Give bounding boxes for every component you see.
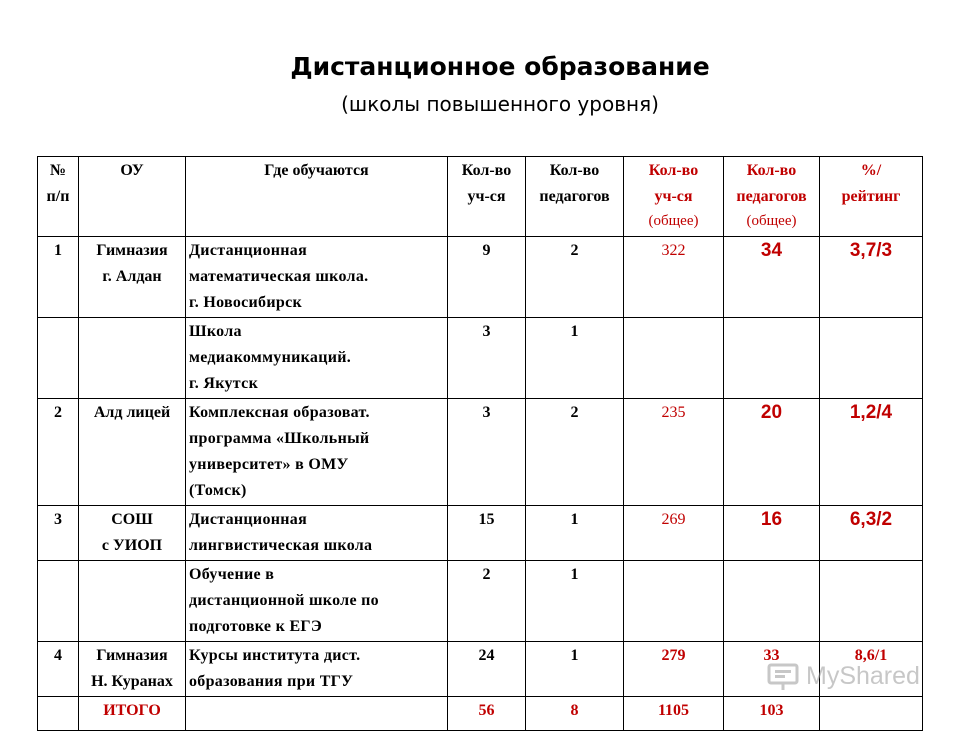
row-teachers: 1 [526,318,624,399]
row-no: 4 [38,642,79,697]
row-rating: 3,7/3 [820,237,923,318]
table-row [38,237,923,318]
col-teachers-total-line3: (общее) [746,213,797,229]
col-students-total-line2: уч-ся [654,188,693,205]
watermark-text: MyShared [806,661,920,690]
row-oy-line: Гимназия [96,647,168,664]
total-teachers-total: 103 [724,697,820,731]
row-where-line: г. Якутск [189,375,259,392]
total-label: ИТОГО [79,697,186,731]
row-teachers-total: 20 [724,399,820,506]
col-rating-line1: %/ [860,162,882,179]
col-no [38,157,79,237]
row-oy [79,506,186,561]
row-where-line: Обучение в [189,566,275,583]
row-oy-line: Н. Куранах [91,673,173,690]
row-where [186,399,448,506]
row-where-line: г. Новосибирск [189,294,302,311]
total-students: 56 [448,697,526,731]
row-oy-line: Алд лицей [93,404,171,421]
col-teachers-total-line1: Кол-во [746,162,797,179]
row-where-line: лингвистическая школа [189,537,373,554]
col-oy: ОУ [79,157,186,237]
row-where [186,642,448,697]
row-no [38,318,79,399]
row-teachers: 2 [526,399,624,506]
row-where-line: образования при ТГУ [189,673,354,690]
watermark [766,656,926,696]
total-no-empty [38,697,79,731]
row-where-line: программа «Школьный [189,430,370,447]
col-where: Где обучаются [186,157,448,237]
row-where-line: Дистанционная [189,511,308,528]
row-where [186,237,448,318]
col-students-total-line1: Кол-во [648,162,699,179]
col-students-line2: уч-ся [467,188,506,205]
row-oy-line: Гимназия [96,242,168,259]
presentation-icon [766,659,800,693]
total-teachers: 8 [526,697,624,731]
row-no [38,561,79,642]
col-no-line1: № [49,162,67,179]
row-teachers: 1 [526,561,624,642]
col-teachers-total-line2: педагогов [736,188,807,205]
row-oy-line: с УИОП [101,537,163,554]
row-where-line: Комплексная образоват. [189,404,370,421]
row-oy-line: г. Алдан [102,268,162,285]
row-where-line: дистанционной школе по [189,592,379,609]
col-students-total [624,157,724,237]
row-oy [79,399,186,506]
row-rating: 1,2/4 [820,399,923,506]
row-teachers-total: 16 [724,506,820,561]
row-students-total [624,318,724,399]
row-teachers: 1 [526,506,624,561]
col-students-line1: Кол-во [461,162,512,179]
row-where-line: медиакоммуникаций. [189,349,352,366]
row-rating: 6,3/2 [820,506,923,561]
header-row [38,157,923,237]
row-rating: 8,6/1 [820,642,923,697]
row-teachers-total [724,561,820,642]
row-where-line: подготовке к ЕГЭ [189,618,323,635]
col-rating-line2: рейтинг [841,188,901,205]
col-students [448,157,526,237]
total-where-empty [186,697,448,731]
row-students: 9 [448,237,526,318]
row-students-total [624,561,724,642]
total-row [38,697,923,731]
row-oy [79,561,186,642]
row-where-line: математическая школа. [189,268,369,285]
table-row [38,506,923,561]
row-where-line: (Томск) [189,482,247,499]
row-where-line: Дистанционная [189,242,308,259]
row-students: 15 [448,506,526,561]
col-teachers [526,157,624,237]
row-students-total: 279 [624,642,724,697]
col-no-line2: п/п [46,188,70,205]
row-oy [79,237,186,318]
row-rating [820,318,923,399]
row-no: 3 [38,506,79,561]
col-teachers-line1: Кол-во [549,162,600,179]
page-subtitle: (школы повышенного уровня) [341,92,659,116]
row-where [186,318,448,399]
row-students: 24 [448,642,526,697]
row-students-total: 269 [624,506,724,561]
row-students: 3 [448,399,526,506]
table-row [38,399,923,506]
col-teachers-total [724,157,820,237]
row-where-line: университет» в ОМУ [189,456,349,473]
row-no: 2 [38,399,79,506]
row-oy-line: СОШ [111,511,153,528]
col-students-total-line3: (общее) [648,213,699,229]
row-no: 1 [38,237,79,318]
row-teachers-total: 33 [724,642,820,697]
row-teachers-total: 34 [724,237,820,318]
row-students-total: 235 [624,399,724,506]
table-row [38,318,923,399]
col-rating [820,157,923,237]
row-rating [820,561,923,642]
row-where-line: Курсы института дист. [189,647,361,664]
table-row [38,561,923,642]
row-where [186,506,448,561]
row-teachers: 2 [526,237,624,318]
row-students: 2 [448,561,526,642]
row-teachers-total [724,318,820,399]
page-title: Дистанционное образование [290,52,710,81]
schools-table [37,156,923,731]
row-where [186,561,448,642]
row-where-line: Школа [189,323,242,340]
col-teachers-line2: педагогов [539,188,610,205]
row-oy [79,642,186,697]
row-teachers: 1 [526,642,624,697]
total-students-total: 1105 [624,697,724,731]
row-students: 3 [448,318,526,399]
total-rating-empty [820,697,923,731]
row-oy [79,318,186,399]
row-students-total: 322 [624,237,724,318]
